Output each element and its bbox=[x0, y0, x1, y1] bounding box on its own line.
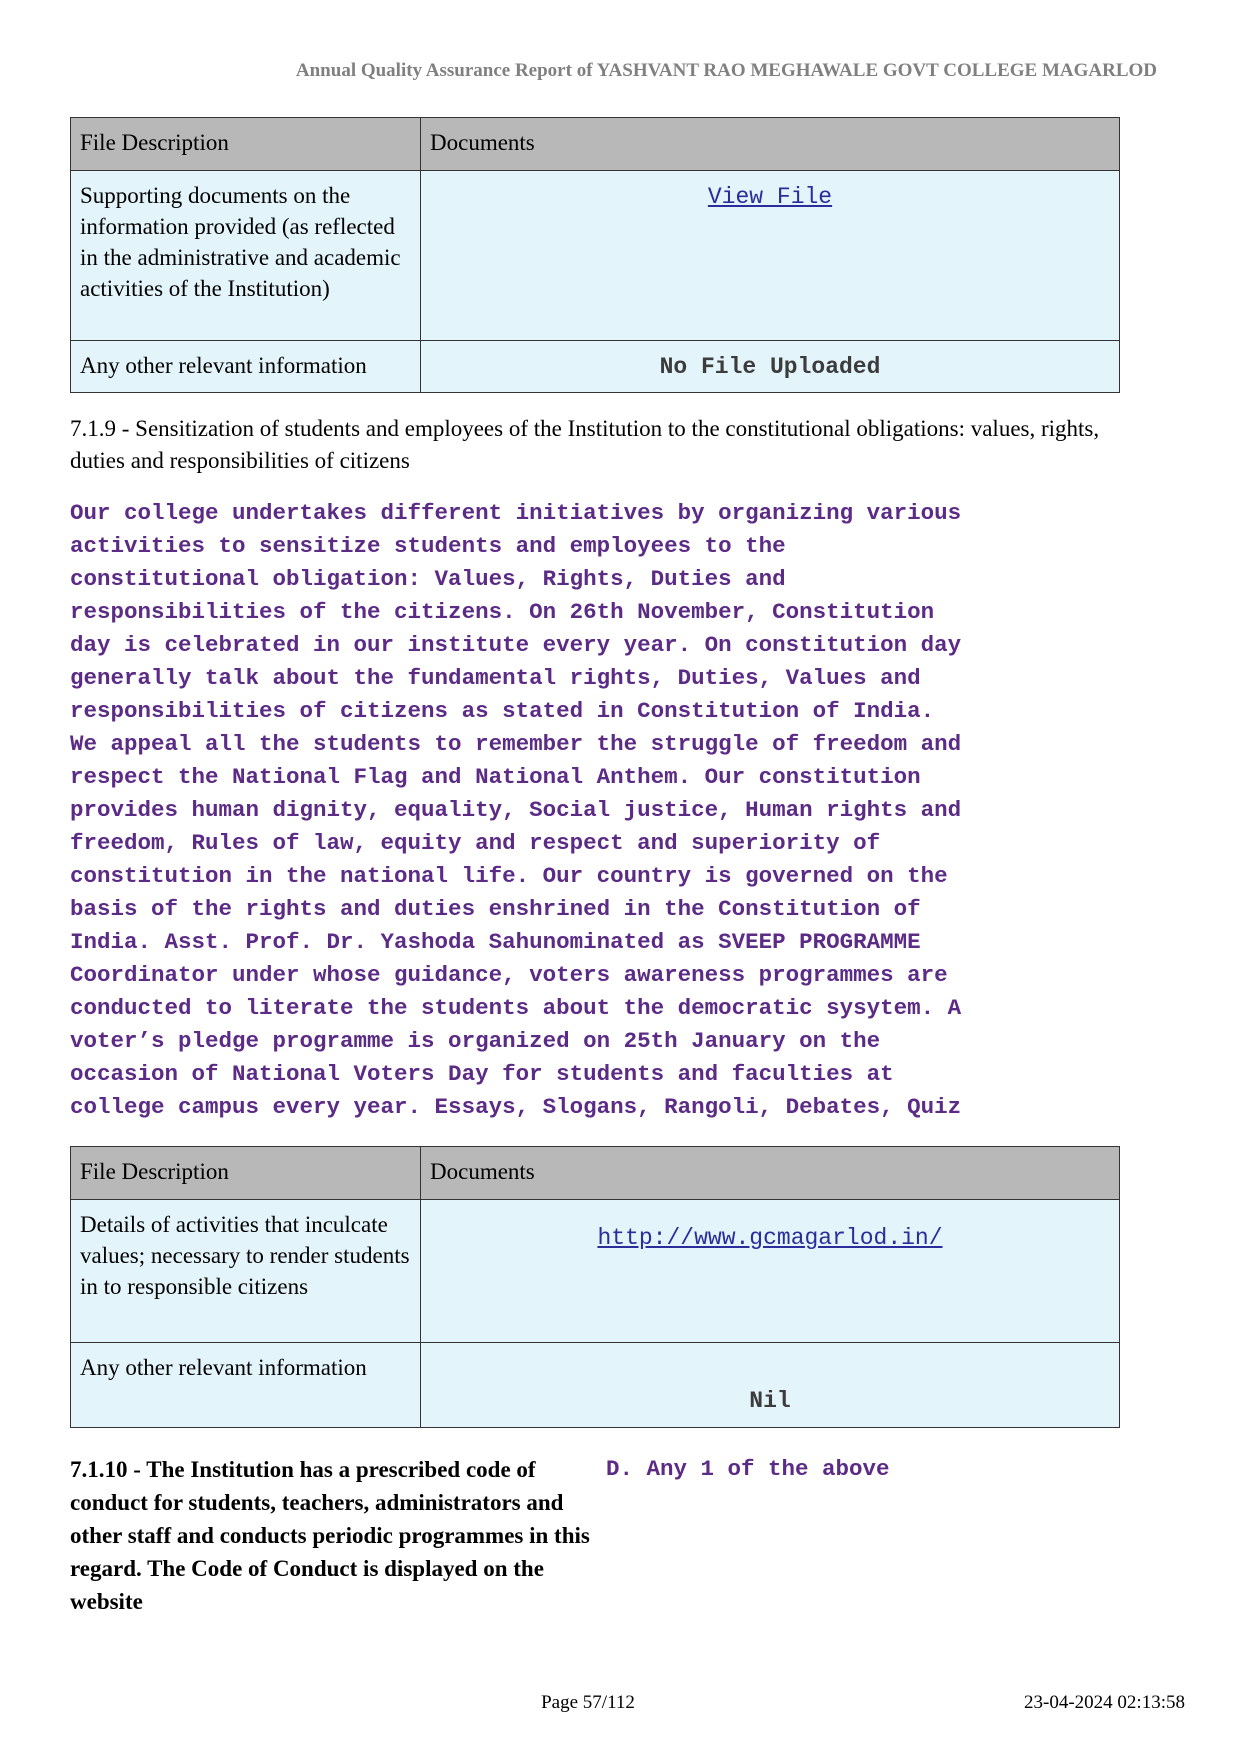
answer-line: responsibilities of the citizens. On 26th November, Constitution bbox=[70, 599, 935, 625]
answer-line: voter’s pledge programme is organized on 25th January on the bbox=[70, 1028, 881, 1054]
answer-line: activities to sensitize students and employees to the bbox=[70, 533, 786, 559]
question-7-1-10: 7.1.10 - The Institution has a prescribed code of conduct for students, teachers, administrators and other staff and conducts periodic programmes in this regard. The Code of Conduct is displayed on the website bbox=[70, 1457, 590, 1614]
answer-7-1-9 bbox=[70, 497, 1150, 1124]
answer-7-1-10: D. Any 1 of the above bbox=[606, 1456, 890, 1482]
documents-table-1 bbox=[70, 117, 1120, 393]
table-header-row bbox=[71, 118, 1120, 171]
nil-text: Nil bbox=[749, 1388, 791, 1414]
answer-line: Coordinator under whose guidance, voters awareness programmes are bbox=[70, 962, 948, 988]
row-description: Any other relevant information bbox=[71, 341, 421, 393]
col-documents: Documents bbox=[421, 1147, 1120, 1200]
col-file-description: File Description bbox=[71, 118, 421, 171]
answer-line: India. Asst. Prof. Dr. Yashoda Sahunominated as SVEEP PROGRAMME bbox=[70, 929, 921, 955]
answer-line: constitution in the national life. Our country is governed on the bbox=[70, 863, 948, 889]
question-7-1-9: 7.1.9 - Sensitization of students and employees of the Institution to the constitutional obligations: values, rights, duties and responsibilities of citizens bbox=[70, 416, 1100, 473]
row-description: Any other relevant information bbox=[71, 1343, 421, 1428]
answer-line: Our college undertakes different initiatives by organizing various bbox=[70, 500, 962, 526]
answer-line: freedom, Rules of law, equity and respect and superiority of bbox=[70, 830, 881, 856]
row-document bbox=[421, 1200, 1120, 1343]
view-file-link[interactable]: View File bbox=[707, 184, 833, 210]
table-row bbox=[71, 171, 1120, 341]
answer-line: respect the National Flag and National Anthem. Our constitution bbox=[70, 764, 921, 790]
table-header-row bbox=[71, 1147, 1120, 1200]
row-description: Supporting documents on the information provided (as reflected in the administrative and academic activities of the Institution) bbox=[71, 171, 421, 341]
page-number: Page 57/112 bbox=[541, 1692, 635, 1713]
table-row bbox=[71, 1343, 1120, 1428]
answer-line: generally talk about the fundamental rights, Duties, Values and bbox=[70, 665, 921, 691]
table-row bbox=[71, 1200, 1120, 1343]
row-document bbox=[421, 1343, 1120, 1428]
answer-line: occasion of National Voters Day for students and faculties at bbox=[70, 1061, 894, 1087]
answer-line: provides human dignity, equality, Social justice, Human rights and bbox=[70, 797, 962, 823]
report-header: Annual Quality Assurance Report of YASHVANT RAO MEGHAWALE GOVT COLLEGE MAGARLOD bbox=[295, 60, 1157, 81]
timestamp: 23-04-2024 02:13:58 bbox=[1024, 1692, 1185, 1713]
answer-line: college campus every year. Essays, Slogans, Rangoli, Debates, Quiz bbox=[70, 1094, 962, 1120]
answer-line: We appeal all the students to remember the struggle of freedom and bbox=[70, 731, 962, 757]
no-file-text: No File Uploaded bbox=[659, 354, 881, 380]
row-description: Details of activities that inculcate values; necessary to render students in to responsible citizens bbox=[71, 1200, 421, 1343]
answer-line: basis of the rights and duties enshrined in the Constitution of bbox=[70, 896, 921, 922]
website-link[interactable]: http://www.gcmagarlod.in/ bbox=[597, 1225, 943, 1251]
answer-line: constitutional obligation: Values, Rights, Duties and bbox=[70, 566, 786, 592]
answer-line: conducted to literate the students about the democratic sysytem. A bbox=[70, 995, 962, 1021]
answer-line: day is celebrated in our institute every year. On constitution day bbox=[70, 632, 962, 658]
row-document bbox=[421, 171, 1120, 341]
col-documents: Documents bbox=[421, 118, 1120, 171]
documents-table-2 bbox=[70, 1146, 1120, 1428]
col-file-description: File Description bbox=[71, 1147, 421, 1200]
answer-line: responsibilities of citizens as stated in Constitution of India. bbox=[70, 698, 935, 724]
row-document bbox=[421, 341, 1120, 393]
table-row bbox=[71, 341, 1120, 393]
